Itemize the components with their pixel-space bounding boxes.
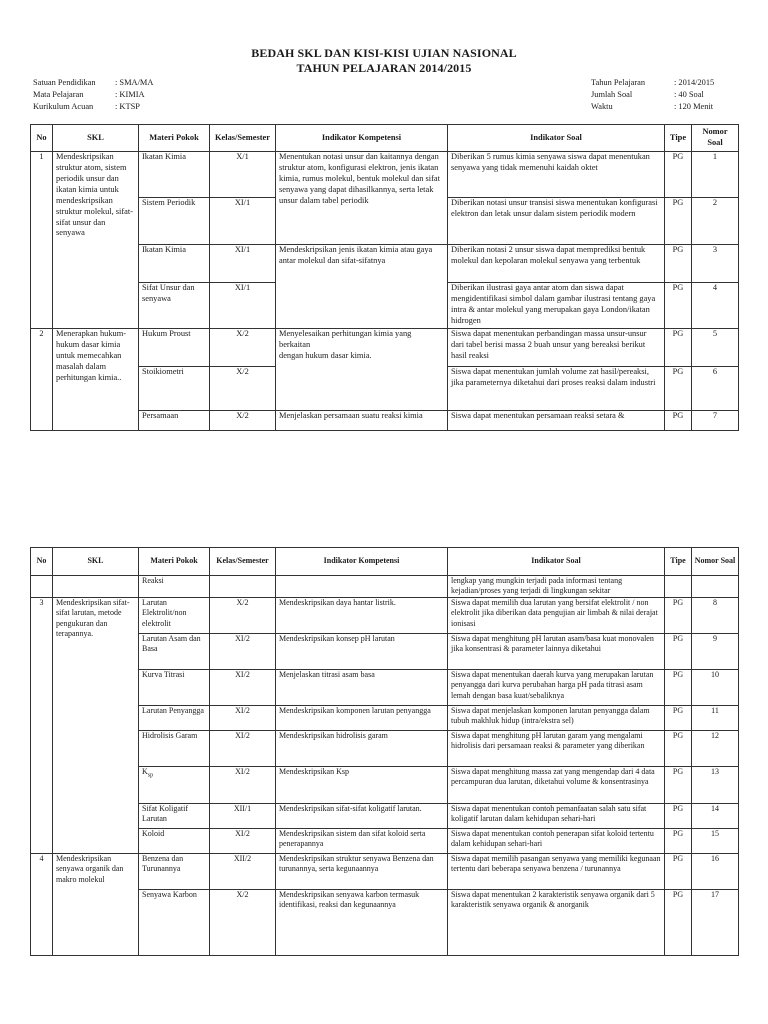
cell-tipe: PG: [665, 669, 692, 705]
cell-tipe: PG: [665, 730, 692, 766]
header-indikator-soal: Indikator Soal: [448, 125, 665, 152]
cell-materi: Koloid: [139, 828, 210, 853]
table-row: [31, 576, 739, 598]
cell-indikator-kompetensi: Mendeskripsikan hidrolisis garam: [276, 730, 448, 766]
table-row: [31, 597, 739, 633]
cell-nomor: 4: [692, 283, 739, 329]
cell-materi: Larutan Asam dan Basa: [139, 633, 210, 669]
cell-nomor: 5: [692, 329, 739, 367]
cell-materi: Ikatan Kimia: [139, 245, 210, 283]
header-tipe: Tipe: [665, 125, 692, 152]
cell-tipe: PG: [665, 283, 692, 329]
cell-tipe: PG: [665, 329, 692, 367]
cell-skl: Mendeskripsikan senyawa organik dan makro molekul: [53, 853, 139, 955]
meta-right: [591, 78, 714, 114]
cell-kelas: X/2: [210, 597, 276, 633]
cell-materi: $K_{sp}$: [139, 766, 210, 803]
cell-skl: [53, 576, 139, 598]
header-indikator-soal: Indikator Soal: [448, 548, 665, 576]
cell-kelas: X/2: [210, 367, 276, 411]
header-no: No: [31, 548, 53, 576]
cell-indikator-kompetensi: Menentukan notasi unsur dan kaitannya dengan struktur atom, konfigurasi elektron, jenis ikatan kimia, rumus molekul, bentuk molekul dan sifat senyawa yang dapat dihasilkannya, serta letak unsur dalam tabel periodik: [276, 152, 448, 245]
header-tipe: Tipe: [665, 548, 692, 576]
cell-skl: Mendeskripsikan struktur atom, sistem periodik unsur dan ikatan kimia untuk mendeskripsikan struktur molekul, sifat-sifat unsur dan senyawa: [53, 152, 139, 329]
cell-materi: Stoikiometri: [139, 367, 210, 411]
cell-indikator-soal: Siswa dapat menentukan persamaan reaksi setara &: [448, 411, 665, 431]
cell-indikator-soal: lengkap yang mungkin terjadi pada informasi tentang kejadian/proses yang terjadi di lingkungan sekitar: [448, 576, 665, 598]
cell-nomor: 7: [692, 411, 739, 431]
cell-tipe: PG: [665, 803, 692, 828]
cell-tipe: PG: [665, 597, 692, 633]
cell-materi: Sistem Periodik: [139, 198, 210, 245]
meta-label: Tahun Pelajaran: [591, 78, 646, 87]
cell-kelas: XI/1: [210, 198, 276, 245]
meta-left: [33, 78, 153, 114]
cell-indikator-soal: Siswa dapat menentukan contoh pemanfaatan salah satu sifat koligatif larutan dalam kehidupan sehari-hari: [448, 803, 665, 828]
cell-nomor: 13: [692, 766, 739, 803]
cell-kelas: [210, 576, 276, 598]
cell-nomor: 16: [692, 853, 739, 889]
cell-kelas: X/2: [210, 329, 276, 367]
cell-materi: Larutan Elektrolit/non elektrolit: [139, 597, 210, 633]
cell-kelas: XII/2: [210, 853, 276, 889]
table-row: [31, 152, 739, 198]
cell-nomor: 6: [692, 367, 739, 411]
header-skl: SKL: [53, 125, 139, 152]
cell-tipe: PG: [665, 828, 692, 853]
cell-tipe: PG: [665, 152, 692, 198]
cell-indikator-soal: Siswa dapat menentukan daerah kurva yang merupakan larutan penyangga dari kurva perubahan harga pH pada titrasi asam lemah dengan basa kuat/sebaliknya: [448, 669, 665, 705]
cell-kelas: X/2: [210, 889, 276, 955]
kisi-table-2: [30, 547, 739, 956]
meta-label: Waktu: [591, 102, 613, 111]
cell-indikator-soal: Siswa dapat menentukan jumlah volume zat hasil/pereaksi, jika parameternya diketahui dari proses reaksi dalam industri: [448, 367, 665, 411]
cell-no: 4: [31, 853, 53, 955]
cell-nomor: 8: [692, 597, 739, 633]
cell-indikator-soal: Siswa dapat menentukan 2 karakteristik senyawa organik dari 5 karakteristik senyawa organik & anorganik: [448, 889, 665, 955]
cell-nomor: [692, 576, 739, 598]
cell-tipe: PG: [665, 198, 692, 245]
cell-indikator-kompetensi: Mendeskripsikan sistem dan sifat koloid serta penerapannya: [276, 828, 448, 853]
cell-indikator-kompetensi: Mendeskripsikan senyawa karbon termasuk identifikasi, reaksi dan kegunaannya: [276, 889, 448, 955]
cell-indikator-kompetensi: Mendeskripsikan Ksp: [276, 766, 448, 803]
cell-nomor: 14: [692, 803, 739, 828]
cell-kelas: XI/1: [210, 283, 276, 329]
cell-materi: Hidrolisis Garam: [139, 730, 210, 766]
cell-indikator-soal: Siswa dapat memilih pasangan senyawa yang memiliki kegunaan tertentu dari beberapa senyawa benzena / turunannya: [448, 853, 665, 889]
cell-tipe: PG: [665, 633, 692, 669]
cell-tipe: PG: [665, 766, 692, 803]
table-header-row: [31, 548, 739, 576]
cell-skl: Menerapkan hukum-hukum dasar kimia untuk memecahkan masalah dalam perhitungan kimia..: [53, 329, 139, 431]
header-nomor-soal: Nomor Soal: [692, 125, 739, 152]
cell-materi: Sifat Unsur dan senyawa: [139, 283, 210, 329]
cell-indikator-soal: Diberikan ilustrasi gaya antar atom dan siswa dapat mengidentifikasi simbol dalam gambar ilustrasi tentang gaya intra & antar molekul yang merupakan gaya London/ikatan hidrogen: [448, 283, 665, 329]
cell-kelas: XI/2: [210, 705, 276, 730]
cell-indikator-kompetensi: Mendeskripsikan sifat-sifat koligatif larutan.: [276, 803, 448, 828]
cell-materi: Kurva Titrasi: [139, 669, 210, 705]
cell-kelas: XI/2: [210, 730, 276, 766]
cell-tipe: PG: [665, 245, 692, 283]
cell-kelas: X/2: [210, 411, 276, 431]
cell-tipe: [665, 576, 692, 598]
cell-nomor: 1: [692, 152, 739, 198]
table-row: [31, 329, 739, 367]
cell-indikator-soal: Diberikan notasi unsur transisi siswa menentukan konfigurasi elektron dan letak unsur dalam sistem periodik modern: [448, 198, 665, 245]
meta-value: : 2014/2015: [674, 78, 715, 87]
cell-indikator-kompetensi: Menjelaskan persamaan suatu reaksi kimia: [276, 411, 448, 431]
header-indikator-kompetensi: Indikator Kompetensi: [276, 125, 448, 152]
header-skl: SKL: [53, 548, 139, 576]
cell-materi: Persamaan: [139, 411, 210, 431]
cell-nomor: 2: [692, 198, 739, 245]
meta-value: : 40 Soal: [674, 90, 704, 99]
cell-tipe: PG: [665, 705, 692, 730]
cell-kelas: XI/2: [210, 766, 276, 803]
document-subtitle: TAHUN PELAJARAN 2014/2015: [296, 61, 472, 75]
cell-nomor: 12: [692, 730, 739, 766]
cell-kelas: XI/1: [210, 245, 276, 283]
cell-materi: Senyawa Karbon: [139, 889, 210, 955]
table-header-row: [31, 125, 739, 152]
header-materi: Materi Pokok: [139, 125, 210, 152]
cell-materi: Reaksi: [139, 576, 210, 598]
document-title: BEDAH SKL DAN KISI-KISI UJIAN NASIONAL: [251, 46, 517, 60]
cell-materi: Benzena dan Turunannya: [139, 853, 210, 889]
cell-materi: Ikatan Kimia: [139, 152, 210, 198]
cell-nomor: 9: [692, 633, 739, 669]
cell-materi: Larutan Penyangga: [139, 705, 210, 730]
cell-indikator-kompetensi: Menyelesaikan perhitungan kimia yang berkaitan dengan hukum dasar kimia.: [276, 329, 448, 411]
cell-tipe: PG: [665, 889, 692, 955]
cell-indikator-kompetensi: Mendeskripsikan konsep pH larutan: [276, 633, 448, 669]
cell-indikator-soal: Diberikan 5 rumus kimia senyawa siswa dapat menentukan senyawa yang tidak memenuhi kaidah oktet: [448, 152, 665, 198]
cell-indikator-kompetensi: Menjelaskan titrasi asam basa: [276, 669, 448, 705]
cell-nomor: 17: [692, 889, 739, 955]
cell-indikator-kompetensi: [276, 576, 448, 598]
meta-label: Mata Pelajaran: [33, 90, 84, 99]
cell-kelas: XI/2: [210, 828, 276, 853]
cell-tipe: PG: [665, 367, 692, 411]
meta-label: Satuan Pendidikan: [33, 78, 96, 87]
header-kelas: Kelas/Semester: [210, 125, 276, 152]
meta-value: : 120 Menit: [674, 102, 714, 111]
cell-nomor: 10: [692, 669, 739, 705]
cell-tipe: PG: [665, 411, 692, 431]
cell-skl: Mendeskripsikan sifat-sifat larutan, metode pengukuran dan terapannya.: [53, 597, 139, 853]
cell-nomor: 15: [692, 828, 739, 853]
cell-indikator-soal: Siswa dapat menghitung pH larutan asam/basa kuat monovalen jika konsentrasi & parameter lainnya diketahui: [448, 633, 665, 669]
meta-value: : KIMIA: [115, 90, 145, 99]
table-row: [31, 853, 739, 889]
cell-kelas: XII/1: [210, 803, 276, 828]
cell-materi: Sifat Koligatif Larutan: [139, 803, 210, 828]
header-nomor-soal: Nomor Soal: [692, 548, 739, 576]
header-materi: Materi Pokok: [139, 548, 210, 576]
cell-no: 1: [31, 152, 53, 329]
cell-indikator-kompetensi: Mendeskripsikan daya hantar listrik.: [276, 597, 448, 633]
cell-indikator-soal: Siswa dapat memilih dua larutan yang bersifat elektrolit / non elektrolit jika diberikan data pengujian air limbah & nilai derajat ionisasi: [448, 597, 665, 633]
cell-no: 2: [31, 329, 53, 431]
header-no: No: [31, 125, 53, 152]
cell-nomor: 11: [692, 705, 739, 730]
meta-label: Jumlah Soal: [591, 90, 633, 99]
meta-value: : KTSP: [115, 102, 140, 111]
header-kelas: Kelas/Semester: [210, 548, 276, 576]
cell-indikator-soal: Siswa dapat menentukan perbandingan massa unsur-unsur dari tabel berisi massa 2 buah unsur yang bereaksi berikut hasil reaksi: [448, 329, 665, 367]
cell-indikator-kompetensi: Mendeskripsikan komponen larutan penyangga: [276, 705, 448, 730]
cell-kelas: XI/2: [210, 669, 276, 705]
cell-tipe: PG: [665, 853, 692, 889]
meta-value: : SMA/MA: [115, 78, 154, 87]
cell-no: 3: [31, 597, 53, 853]
cell-nomor: 3: [692, 245, 739, 283]
cell-indikator-kompetensi: Mendeskripsikan struktur senyawa Benzena dan turunannya, serta kegunaannya: [276, 853, 448, 889]
cell-no: [31, 576, 53, 598]
cell-kelas: XI/2: [210, 633, 276, 669]
kisi-table-1: [30, 124, 739, 431]
cell-materi: Hukum Proust: [139, 329, 210, 367]
cell-kelas: X/1: [210, 152, 276, 198]
meta-label: Kurikulum Acuan: [33, 102, 94, 111]
header-indikator-kompetensi: Indikator Kompetensi: [276, 548, 448, 576]
cell-indikator-soal: Siswa dapat menghitung pH larutan garam yang mengalami hidrolisis dari persamaan reaksi & parameter yang diberikan: [448, 730, 665, 766]
cell-indikator-kompetensi: Mendeskripsikan jenis ikatan kimia atau gaya antar molekul dan sifat-sifatnya: [276, 245, 448, 329]
cell-indikator-soal: Siswa dapat menjelaskan komponen larutan penyangga dalam tubuh makhluk hidup (intra/ekstra sel): [448, 705, 665, 730]
cell-indikator-soal: Siswa dapat menentukan contoh penerapan sifat koloid tertentu dalam kehidupan sehari-hari: [448, 828, 665, 853]
cell-indikator-soal: Diberikan notasi 2 unsur siswa dapat memprediksi bentuk molekul dan kepolaran molekul senyawa yang terbentuk: [448, 245, 665, 283]
cell-indikator-soal: Siswa dapat menghitung massa zat yang mengendap dari 4 data percampuran dua larutan, diketahui volume & konsentrasinya: [448, 766, 665, 803]
